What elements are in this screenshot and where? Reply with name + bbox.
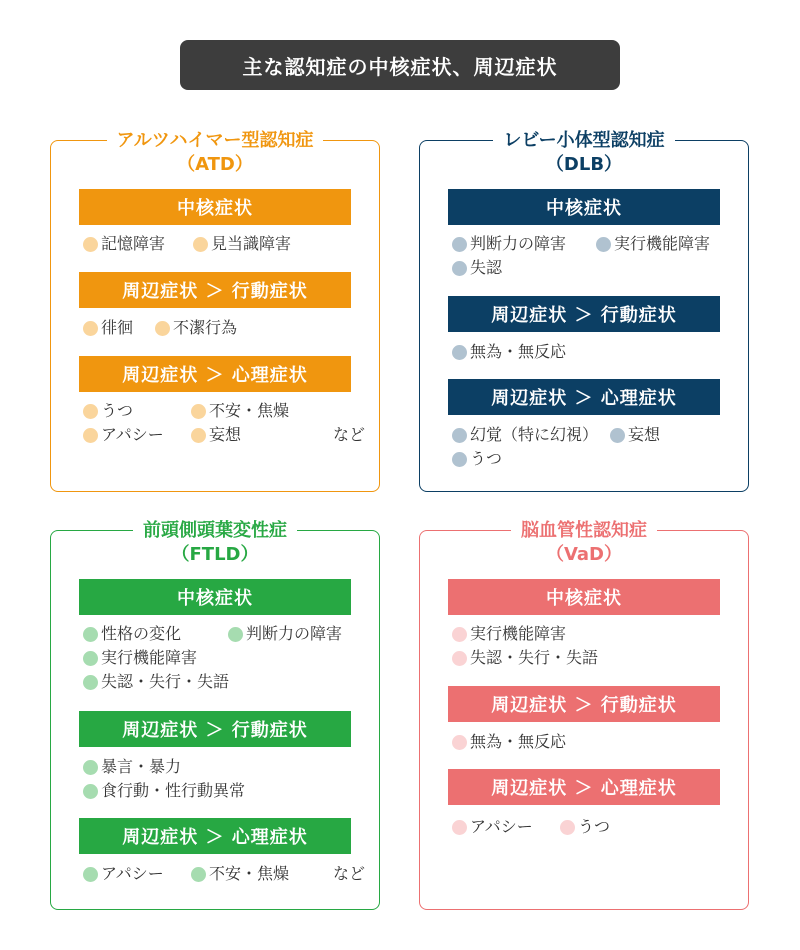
symptom-label: 徘徊 xyxy=(101,318,134,337)
panel-dlb xyxy=(419,130,749,492)
symptom-list-behavioral xyxy=(83,316,363,340)
symptom-item xyxy=(452,622,566,646)
symptom-label: うつ xyxy=(470,449,503,468)
bullet-dot-icon xyxy=(191,404,206,419)
symptom-row xyxy=(83,316,363,340)
panel-atd xyxy=(50,130,380,492)
symptom-label: 実行機能障害 xyxy=(101,648,198,667)
symptom-row xyxy=(83,232,363,256)
symptom-label: 判断力の障害 xyxy=(246,624,343,643)
panel-abbreviation: （DLB） xyxy=(545,154,623,175)
panel-title: アルツハイマー型認知症 xyxy=(107,129,324,153)
bullet-dot-icon xyxy=(228,627,243,642)
bullet-dot-icon xyxy=(452,452,467,467)
bullet-dot-icon xyxy=(452,345,467,360)
section-header-behavioral: 周辺症状 ＞ 行動症状 xyxy=(448,686,720,722)
symptom-label: 判断力の障害 xyxy=(470,234,567,253)
symptom-label: 実行機能障害 xyxy=(614,234,711,253)
symptom-item xyxy=(83,622,181,646)
symptom-label: 妄想 xyxy=(628,425,661,444)
symptom-label: 不安・焦燥 xyxy=(209,401,290,420)
panel-vad xyxy=(419,520,749,910)
symptom-label: 無為・無反応 xyxy=(470,342,567,361)
symptom-label: 見当識障害 xyxy=(211,234,292,253)
bullet-dot-icon xyxy=(193,237,208,252)
symptom-row xyxy=(452,646,732,670)
symptom-row xyxy=(83,399,363,423)
symptom-item xyxy=(452,256,502,280)
symptom-list-core xyxy=(452,232,732,280)
symptom-row xyxy=(452,232,732,256)
symptom-item xyxy=(452,646,598,670)
symptom-item xyxy=(83,316,133,340)
symptom-list-behavioral xyxy=(83,755,363,803)
symptom-list-psychological xyxy=(83,862,363,886)
bullet-dot-icon xyxy=(191,428,206,443)
symptom-item xyxy=(83,423,164,447)
symptom-item xyxy=(452,232,566,256)
panel-abbreviation: （VaD） xyxy=(545,544,623,565)
symptom-row xyxy=(83,755,363,779)
symptom-row xyxy=(452,256,732,280)
symptom-label: 食行動・性行動異常 xyxy=(101,781,246,800)
bullet-dot-icon xyxy=(610,428,625,443)
section-header-behavioral: 周辺症状 ＞ 行動症状 xyxy=(448,296,720,332)
symptom-item xyxy=(228,622,342,646)
etc-label: など xyxy=(332,425,365,444)
bullet-dot-icon xyxy=(83,760,98,775)
symptom-list-core xyxy=(83,232,363,256)
symptom-row xyxy=(83,423,363,447)
panel-abbreviation: （FTLD） xyxy=(171,544,259,565)
symptom-item xyxy=(83,670,229,694)
bullet-dot-icon xyxy=(83,784,98,799)
symptom-item xyxy=(83,232,165,256)
bullet-dot-icon xyxy=(452,428,467,443)
symptom-list-core xyxy=(452,622,732,670)
bullet-dot-icon xyxy=(83,428,98,443)
symptom-item xyxy=(452,423,598,447)
symptom-item xyxy=(452,340,566,364)
section-header-psychological: 周辺症状 ＞ 心理症状 xyxy=(448,769,720,805)
symptom-item xyxy=(83,779,245,803)
symptom-row xyxy=(452,815,732,839)
symptom-item xyxy=(596,232,710,256)
symptom-row xyxy=(452,622,732,646)
symptom-item xyxy=(83,646,197,670)
symptom-list-psychological xyxy=(83,399,363,447)
section-header-core: 中核症状 xyxy=(448,579,720,615)
symptom-row xyxy=(452,423,732,447)
symptom-label: うつ xyxy=(101,401,134,420)
bullet-dot-icon xyxy=(83,675,98,690)
panel-title: 前頭側頭葉変性症 xyxy=(133,519,297,543)
bullet-dot-icon xyxy=(83,321,98,336)
symptom-row xyxy=(452,447,732,471)
symptom-item xyxy=(452,815,533,839)
bullet-dot-icon xyxy=(83,404,98,419)
symptom-label: 暴言・暴力 xyxy=(101,757,182,776)
section-header-psychological: 周辺症状 ＞ 心理症状 xyxy=(79,356,351,392)
bullet-dot-icon xyxy=(191,867,206,882)
symptom-list-behavioral xyxy=(452,730,732,754)
symptom-row xyxy=(83,646,363,670)
symptom-label: 失認・失行・失語 xyxy=(101,672,230,691)
symptom-row xyxy=(83,779,363,803)
section-header-core: 中核症状 xyxy=(448,189,720,225)
bullet-dot-icon xyxy=(452,261,467,276)
panel-header xyxy=(51,129,379,177)
symptom-list-psychological xyxy=(452,815,732,839)
symptom-item xyxy=(191,423,241,447)
panel-ftld xyxy=(50,520,380,910)
panel-title: レビー小体型認知症 xyxy=(493,129,674,153)
panel-abbreviation: （ATD） xyxy=(177,154,253,175)
symptom-label: 失認・失行・失語 xyxy=(470,648,599,667)
section-header-core: 中核症状 xyxy=(79,579,351,615)
bullet-dot-icon xyxy=(452,820,467,835)
section-header-psychological: 周辺症状 ＞ 心理症状 xyxy=(79,818,351,854)
symptom-label: 幻覚（特に幻視） xyxy=(470,425,599,444)
symptom-label: アパシー xyxy=(101,864,164,883)
section-header-behavioral: 周辺症状 ＞ 行動症状 xyxy=(79,711,351,747)
bullet-dot-icon xyxy=(452,627,467,642)
panel-header xyxy=(420,129,748,177)
symptom-row xyxy=(452,730,732,754)
panel-header xyxy=(51,519,379,567)
symptom-item xyxy=(83,862,164,886)
bullet-dot-icon xyxy=(560,820,575,835)
symptom-label: 不安・焦燥 xyxy=(209,864,290,883)
symptom-list-psychological xyxy=(452,423,732,471)
bullet-dot-icon xyxy=(452,651,467,666)
bullet-dot-icon xyxy=(83,237,98,252)
symptom-item xyxy=(83,755,181,779)
bullet-dot-icon xyxy=(452,735,467,750)
symptom-label: 記憶障害 xyxy=(101,234,166,253)
symptom-label: アパシー xyxy=(101,425,164,444)
symptom-row xyxy=(452,340,732,364)
symptom-row xyxy=(83,670,363,694)
panel-title: 脳血管性認知症 xyxy=(511,519,657,543)
bullet-dot-icon xyxy=(596,237,611,252)
bullet-dot-icon xyxy=(83,627,98,642)
section-header-behavioral: 周辺症状 ＞ 行動症状 xyxy=(79,272,351,308)
bullet-dot-icon xyxy=(155,321,170,336)
symptom-item xyxy=(155,316,237,340)
symptom-label: アパシー xyxy=(470,817,533,836)
bullet-dot-icon xyxy=(83,867,98,882)
panel-header xyxy=(420,519,748,567)
symptom-item xyxy=(452,447,502,471)
symptom-label: 実行機能障害 xyxy=(470,624,567,643)
section-header-psychological: 周辺症状 ＞ 心理症状 xyxy=(448,379,720,415)
symptom-item xyxy=(560,815,610,839)
symptom-list-core xyxy=(83,622,363,694)
symptom-item xyxy=(83,399,133,423)
symptom-item xyxy=(452,730,566,754)
symptom-row xyxy=(83,622,363,646)
symptom-item xyxy=(193,232,291,256)
symptom-item xyxy=(191,399,289,423)
symptom-label: 妄想 xyxy=(209,425,242,444)
symptom-row xyxy=(83,862,363,886)
symptom-item xyxy=(191,862,289,886)
bullet-dot-icon xyxy=(452,237,467,252)
symptom-label: 不潔行為 xyxy=(173,318,238,337)
symptom-item xyxy=(610,423,660,447)
etc-label: など xyxy=(332,864,365,883)
symptom-list-behavioral xyxy=(452,340,732,364)
section-header-core: 中核症状 xyxy=(79,189,351,225)
page-title: 主な認知症の中核症状、周辺症状 xyxy=(180,40,620,90)
symptom-label: 性格の変化 xyxy=(101,624,182,643)
bullet-dot-icon xyxy=(83,651,98,666)
symptom-label: うつ xyxy=(578,817,611,836)
symptom-label: 無為・無反応 xyxy=(470,732,567,751)
symptom-label: 失認 xyxy=(470,258,503,277)
